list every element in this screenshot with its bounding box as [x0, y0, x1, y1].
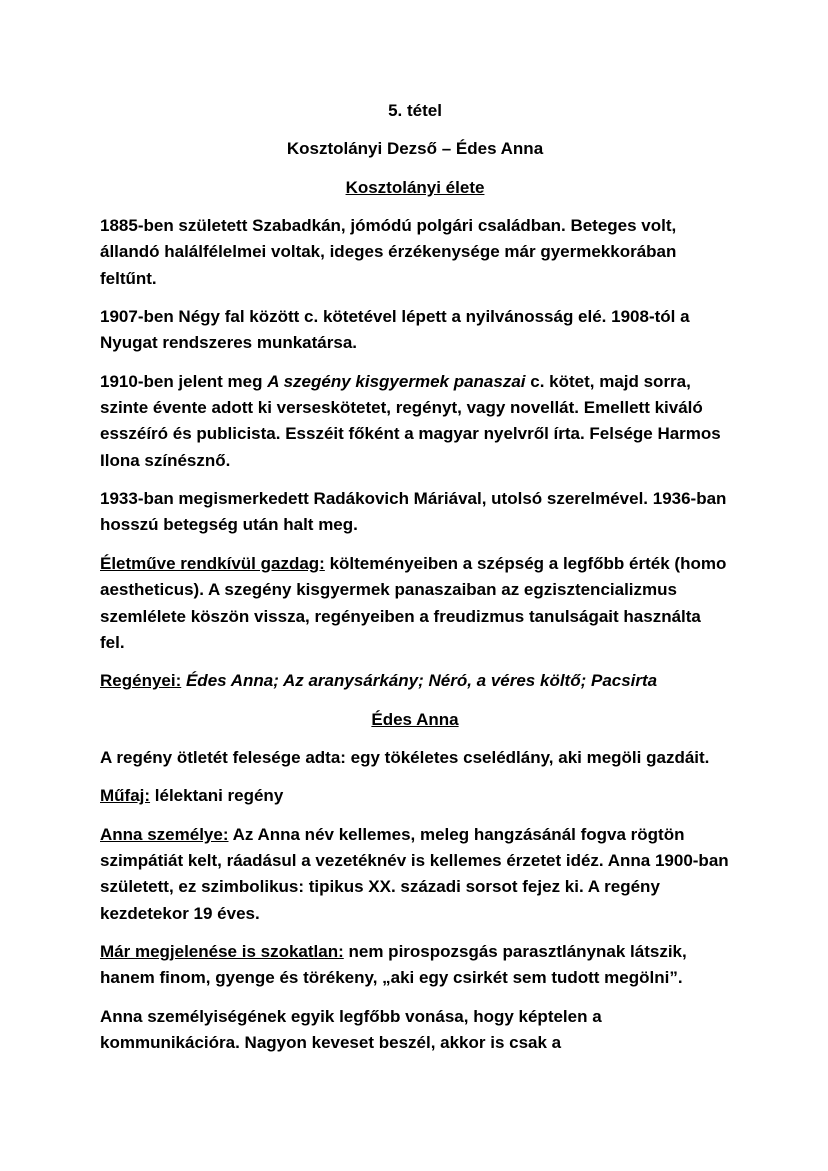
doc-title: 5. tétel [388, 101, 442, 120]
section-heading-text: Kosztolányi élete [345, 177, 485, 197]
novel-titles-list: Édes Anna; Az aranysárkány; Néró, a véres költő; Pacsirta [181, 671, 658, 691]
section-heading-kosztolanyi-elete [100, 175, 730, 201]
book-title-szegeny-kisgyermek: A szegény kisgyermek panaszai [267, 371, 526, 391]
paragraph-appearance-rest: nem pirospozsgás parasztlánynak látszik, hanem finom, gyenge és törékeny, „aki egy csirkét sem tudott megölni”. [100, 941, 687, 988]
paragraph-oeuvre-label: Életműve rendkívül gazdag: [100, 553, 325, 573]
paragraph-novels-label: Regényei: [100, 671, 182, 691]
paragraph-genre-label: Műfaj: [100, 786, 151, 806]
paragraph-idea: A regény ötletét felesége adta: egy tökéletes cselédlány, aki megöli gazdáit. [100, 747, 710, 767]
paragraph-birth: 1885-ben született Szabadkán, jómódú polgári családban. Beteges volt, állandó halálfélelmei voltak, ideges érzékenysége már gyermekkorában feltűnt. [100, 216, 677, 288]
paragraph-oeuvre [100, 551, 730, 656]
paragraph-appearance-label: Már megjelenése is szokatlan: [100, 941, 344, 961]
paragraph-anna-character [100, 822, 730, 927]
doc-subtitle: Kosztolányi Dezső – Édes Anna [286, 139, 544, 159]
paragraph-1910-post: c. kötet, majd sorra, szinte évente adott ki verseskötetet, regényt, vagy novellát. Emellett kiváló esszéíró és publicista. Esszéit főként a magyar nyelvről írta. Felsége Harmos Ilona színésznő. [100, 371, 721, 470]
paragraph-anna-label: Anna személye: [100, 824, 229, 844]
paragraph-1907: 1907-ben Négy fal között c. kötetével lépett a nyilvánosság elé. 1908-tól a Nyugat rendszeres munkatársa. [100, 307, 690, 353]
paragraph-anna-rest: Az Anna név kellemes, meleg hangzásánál fogva rögtön szimpátiát kelt, ráadásul a vezetéknév is kellemes érzetet idéz. Anna 1900-ban született, ez szimbolikus: tipikus XX. századi sorsot fejez ki. A regény kezdetekor 19 éves. [100, 824, 729, 923]
paragraph-genre-rest: lélektani regény [150, 786, 284, 806]
paragraph-novels [100, 668, 730, 694]
paragraph-1933: 1933-ban megismerkedett Radákovich Máriával, utolsó szerelmével. 1936-ban hosszú betegség után halt meg. [100, 489, 727, 535]
paragraph-genre [100, 783, 730, 809]
paragraph-1910-pre: 1910-ben jelent meg [100, 371, 268, 391]
section-heading-text: Édes Anna [371, 709, 459, 729]
paragraph-appearance [100, 939, 730, 992]
section-heading-edes-anna [100, 707, 730, 733]
paragraph-oeuvre-rest: költeményeiben a szépség a legfőbb érték (homo aestheticus). A szegény kisgyermek panaszaiban az egzisztencializmus szemlélete köszön vissza, regényeiben a freudizmus tanulságait használta fel. [100, 553, 727, 652]
paragraph-personality: Anna személyiségének egyik legfőbb vonása, hogy képtelen a kommunikációra. Nagyon keveset beszél, akkor is csak a [100, 1006, 602, 1052]
paragraph-1910 [100, 369, 730, 474]
